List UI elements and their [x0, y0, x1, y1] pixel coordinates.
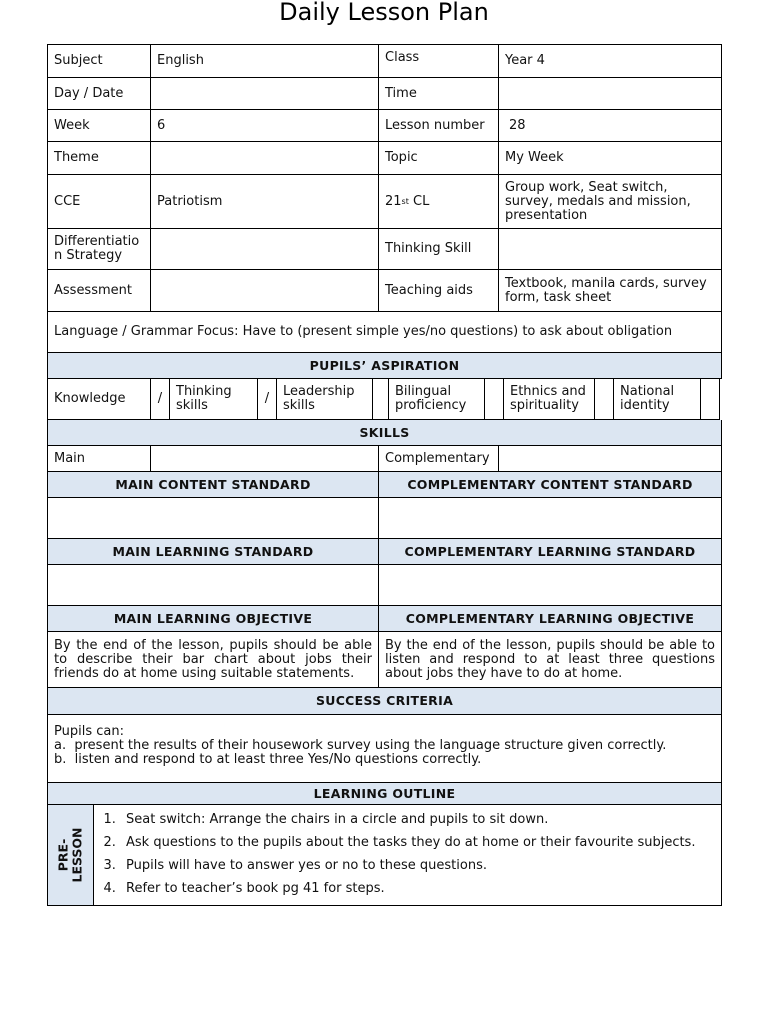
topic-field[interactable]: My Week [499, 142, 722, 175]
complementary-learning-objective-header: COMPLEMENTARY LEARNING OBJECTIVE [379, 606, 722, 632]
success-item-marker: a. [54, 738, 67, 753]
aspiration-knowledge-label: Knowledge [48, 379, 151, 420]
content-standard-row [48, 498, 722, 539]
row-subject [48, 45, 722, 78]
week-label: Week [48, 110, 151, 142]
row-day [48, 78, 722, 110]
success-item-text: present the results of their housework survey using the language structure given correctly. [74, 738, 667, 753]
row-differentiation [48, 229, 722, 270]
cce-label: CCE [48, 175, 151, 229]
complementary-content-standard-header: COMPLEMENTARY CONTENT STANDARD [379, 472, 722, 498]
outline-header-row [48, 783, 722, 805]
complementary-content-standard-field[interactable] [379, 498, 722, 539]
theme-field[interactable] [151, 142, 379, 175]
assessment-label: Assessment [48, 270, 151, 312]
aspiration-ethnics-label: Ethnics and spirituality [504, 379, 595, 420]
time-label: Time [379, 78, 499, 110]
success-criteria-header: SUCCESS CRITERIA [48, 688, 722, 715]
main-learning-standard-header: MAIN LEARNING STANDARD [48, 539, 379, 565]
outline-step[interactable]: 3. Pupils will have to answer yes or no to these questions. [120, 859, 721, 882]
aspiration-thinking-label: Thinking skills [170, 379, 258, 420]
row-theme [48, 142, 722, 175]
main-learning-objective[interactable]: By the end of the lesson, pupils should be able to describe their bar chart about jobs their friends do at home using suitable statements. [48, 632, 379, 688]
outline-step[interactable]: 4. Refer to teacher’s book pg 41 for steps. [120, 882, 721, 905]
time-field[interactable] [499, 78, 722, 110]
pre-lesson-steps [94, 805, 722, 906]
aspiration-thinking-mark[interactable]: / [258, 379, 277, 420]
row-grammar-focus [48, 312, 722, 353]
objective-row [48, 632, 722, 688]
success-intro: Pupils can: [54, 724, 124, 739]
complementary-learning-objective[interactable]: By the end of the lesson, pupils should be able to listen and respond to at least three questions about jobs they have to do at home. [379, 632, 722, 688]
21cl-number: 21 [385, 193, 402, 209]
aspiration-leadership-mark[interactable] [373, 379, 389, 420]
aspiration-knowledge-mark[interactable]: / [151, 379, 170, 420]
main-learning-objective-header: MAIN LEARNING OBJECTIVE [48, 606, 379, 632]
grammar-focus[interactable]: Language / Grammar Focus: Have to (present simple yes/no questions) to ask about obligation [48, 312, 722, 353]
pre-lesson-label-cell [48, 805, 94, 906]
lesson-number-field[interactable]: 28 [499, 110, 722, 142]
pre-lesson-label-line1: PRE- [55, 838, 71, 872]
theme-label: Theme [48, 142, 151, 175]
skills-complementary-field[interactable] [499, 446, 722, 472]
topic-label: Topic [379, 142, 499, 175]
skills-complementary-label: Complementary [379, 446, 499, 472]
content-standard-header-row [48, 472, 722, 498]
lesson-number-label: Lesson number [379, 110, 499, 142]
main-content-standard-field[interactable] [48, 498, 379, 539]
learning-standard-row [48, 565, 722, 606]
learning-outline-header: LEARNING OUTLINE [48, 783, 722, 805]
lesson-plan-table [47, 44, 722, 906]
skills-main-field[interactable] [151, 446, 379, 472]
21cl-field[interactable]: Group work, Seat switch, survey, medals and mission, presentation [499, 175, 722, 229]
teaching-aids-label: Teaching aids [379, 270, 499, 312]
success-item [54, 753, 715, 767]
page-title: Daily Lesson Plan [279, 0, 489, 26]
teaching-aids-field[interactable]: Textbook, manila cards, survey form, task sheet [499, 270, 722, 312]
week-field[interactable]: 6 [151, 110, 379, 142]
success-row [48, 715, 722, 783]
assessment-field[interactable] [151, 270, 379, 312]
outline-step[interactable]: 1. Seat switch: Arrange the chairs in a circle and pupils to sit down. [120, 813, 721, 836]
day-label: Day / Date [48, 78, 151, 110]
aspiration-header-row [48, 353, 722, 379]
outline-row [48, 805, 722, 906]
complementary-learning-standard-header: COMPLEMENTARY LEARNING STANDARD [379, 539, 722, 565]
success-header-row [48, 688, 722, 715]
aspiration-leadership-label: Leadership skills [277, 379, 373, 420]
success-item-text: listen and respond to at least three Yes/No questions correctly. [74, 752, 482, 767]
day-field[interactable] [151, 78, 379, 110]
aspiration-national-label: National identity [614, 379, 701, 420]
success-item-marker: b. [54, 752, 67, 767]
thinking-skill-label: Thinking Skill [379, 229, 499, 270]
objective-header-row [48, 606, 722, 632]
skills-header-row [48, 420, 722, 446]
pre-lesson-label [57, 827, 85, 882]
row-cce [48, 175, 722, 229]
success-criteria-body[interactable] [48, 715, 722, 783]
success-item [54, 739, 715, 753]
class-field[interactable]: Year 4 [499, 45, 722, 78]
main-content-standard-header: MAIN CONTENT STANDARD [48, 472, 379, 498]
row-week [48, 110, 722, 142]
21cl-label: 21 st CL [379, 175, 499, 229]
skills-row [48, 446, 722, 472]
aspiration-row [48, 379, 722, 420]
skills-header: SKILLS [48, 420, 722, 446]
aspiration-ethnics-mark[interactable] [595, 379, 614, 420]
aspiration-national-mark[interactable] [701, 379, 720, 420]
row-assessment [48, 270, 722, 312]
aspiration-bilingual-mark[interactable] [485, 379, 504, 420]
thinking-skill-field[interactable] [499, 229, 722, 270]
aspiration-header: PUPILS’ ASPIRATION [48, 353, 722, 379]
outline-step[interactable]: 2. Ask questions to the pupils about the tasks they do at home or their favourite subjects. [120, 836, 721, 859]
21cl-suffix: CL [408, 193, 430, 209]
skills-main-label: Main [48, 446, 151, 472]
differentiation-label: Differentiation Strategy [48, 229, 151, 270]
class-label: Class [379, 45, 499, 78]
subject-label: Subject [48, 45, 151, 78]
cce-field[interactable]: Patriotism [151, 175, 379, 229]
differentiation-field[interactable] [151, 229, 379, 270]
complementary-learning-standard-field[interactable] [379, 565, 722, 606]
pre-lesson-label-line2: LESSON [69, 827, 85, 883]
learning-standard-header-row [48, 539, 722, 565]
subject-field[interactable]: English [151, 45, 379, 78]
main-learning-standard-field[interactable] [48, 565, 379, 606]
aspiration-bilingual-label: Bilingual proficiency [389, 379, 485, 420]
